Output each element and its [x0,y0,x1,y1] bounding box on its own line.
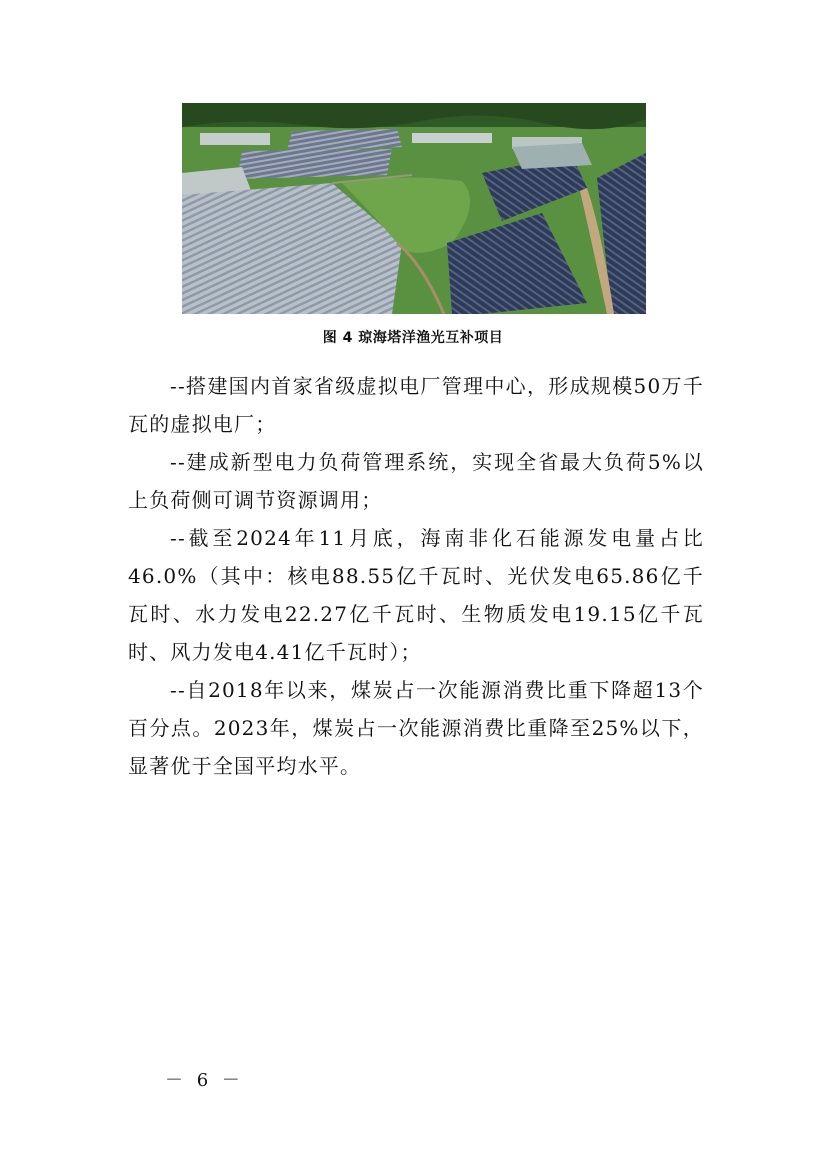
paragraph-virtual-power-plant: --搭建国内首家省级虚拟电厂管理中心，形成规模50万千瓦的虚拟电厂； [128,374,704,436]
page-number: － 6 － [165,1070,244,1091]
paragraph-coal-consumption: --自2018年以来，煤炭占一次能源消费比重下降超13个百分点。2023年，煤炭占一次能源消费比重降至25%以下，显著优于全国平均水平。 [128,678,704,778]
solar-farm-photo [182,103,646,314]
paragraph-load-management: --建成新型电力负荷管理系统，实现全省最大负荷5%以上负荷侧可调节资源调用； [128,450,704,512]
figure-caption: 图 4 琼海塔洋渔光互补项目 [322,330,504,346]
paragraph-non-fossil-share: --截至2024年11月底，海南非化石能源发电量占比46.0%（其中：核电88.55亿千瓦时、光伏发电65.86亿千瓦时、水力发电22.27亿千瓦时、生物质发电19.15亿千瓦时、风力发电4.41亿千瓦时）； [128,526,704,664]
body-text [128,367,704,785]
